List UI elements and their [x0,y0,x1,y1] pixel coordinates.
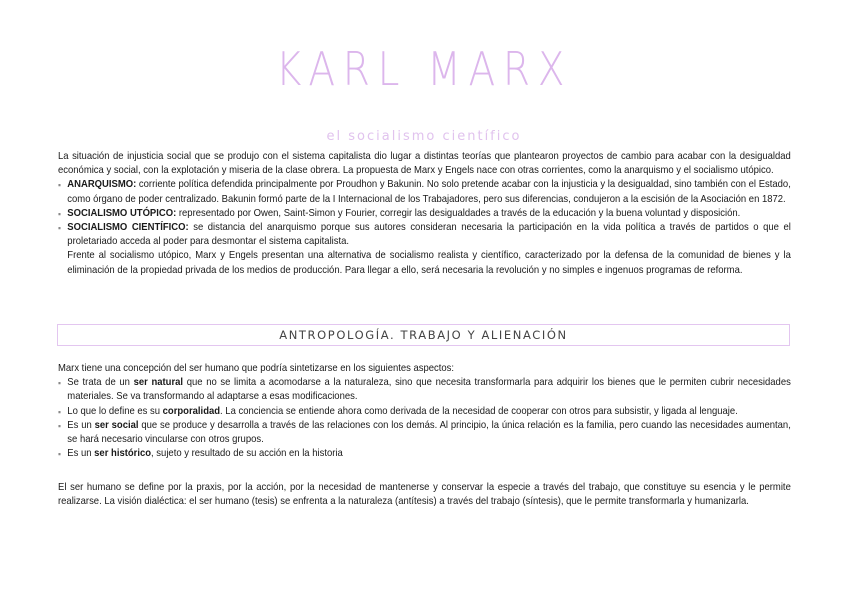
aspect-text: que no se limita a acomodarse a la naturaleza, sino que necesita transformarla para adquirir los bienes que le permiten cubrir necesidades materiales. Se va transformando al adaptarse a esas modificaciones. [67,377,791,403]
intro-paragraph: La situación de injusticia social que se produjo con el sistema capitalista dio lugar a distintas teorías que plantearon proyectos de cambio para acabar con la desigualdad económica y social, con la explotación y miseria de la clase obrera. La propuesta de Marx y Engels nace con otras corrientes, como la anarquismo y el socialismo utópico. [58,151,791,177]
aspect-text: Es un [67,419,95,431]
term: SOCIALISMO UTÓPICO: [67,207,177,219]
aspect-text: Se trata de un [67,377,134,389]
utopian-contrast-paragraph: Frente al socialismo utópico, Marx y Engels presentan una alternativa de socialismo realista y científico, caracterizado por la defensa de la comunidad de bienes y la eliminación de la propiedad privada de los medios de producción. Para llegar a ello, será necesaria la revolución y no simples e ingenuos programas de reforma. [67,250,791,276]
list-item [58,221,791,249]
aspect-keyword: ser social [94,419,139,431]
term: ANARQUISMO: [67,179,137,191]
section-header-box [57,324,790,346]
anthro-intro-paragraph: Marx tiene una concepción del ser humano que podría sintetizarse en los siguientes aspectos: [58,363,455,374]
list-item [58,207,791,221]
aspects-list [58,376,791,461]
list-item [58,447,791,461]
currents-list [58,178,791,249]
definition: representado por Owen, Saint-Simon y Fourier, corregir las desigualdades a través de la educación y la buena voluntad y disposición. [176,207,741,219]
list-item [58,178,791,206]
anthropology-section [58,362,791,461]
closing-paragraph: El ser humano se define por la praxis, por la acción, por la necesidad de mantenerse y conservar la especie a través del trabajo, que constituye su esencia y le permite realizarse. La visión dialéctica: el ser humano (tesis) se enfrenta a la naturaleza (antítesis) a través del trabajo (síntesis), que le permite transformarla y humanizarla. [58,482,791,508]
aspect-keyword: corporalidad [162,405,221,417]
aspect-keyword: ser histórico [94,448,152,460]
section-title: ANTROPOLOGÍA. TRABAJO Y ALIENACIÓN [279,328,568,342]
intro-section [58,150,791,278]
aspect-text: Es un [67,448,95,460]
aspect-text: Lo que lo define es su [67,405,163,417]
aspect-text: que se produce y desarrolla a través de las relaciones con los demás. Al principio, la única relación es la familia, pero cuando las necesidades aumentan, se hará necesario vincularse con otros grupos. [67,419,791,446]
closing-section [58,481,791,509]
page-title: KARL MARX [275,42,573,96]
definition: se distancia del anarquismo porque sus autores consideran necesaria la participación en la vida política a través de partidos o que el proletariado acceda al poder para desmontar el sistema capitalista. [67,222,791,248]
aspect-text: . La conciencia se entiende ahora como derivada de la necesidad de cooperar con otros para subsistir, y ligada al lenguaje. [220,405,738,417]
aspect-keyword: ser natural [133,377,184,389]
aspect-text: , sujeto y resultado de su acción en la historia [151,448,343,460]
term: SOCIALISMO CIENTÍFICO: [67,222,189,234]
list-item [58,376,791,404]
definition: corriente política defendida principalmente por Proudhon y Bakunin. No solo pretende acabar con la injusticia y la desigualdad, sino también con el Estado, como órgano de poder centralizado. Bakunin formó parte de la I Internacional de los Trabajadores, pero sus diferencias, condujeron a la escisión de la Asociación en 1872. [67,179,791,205]
page-subtitle: el socialismo científico [326,129,522,144]
list-item [58,419,791,447]
list-item [58,405,791,419]
